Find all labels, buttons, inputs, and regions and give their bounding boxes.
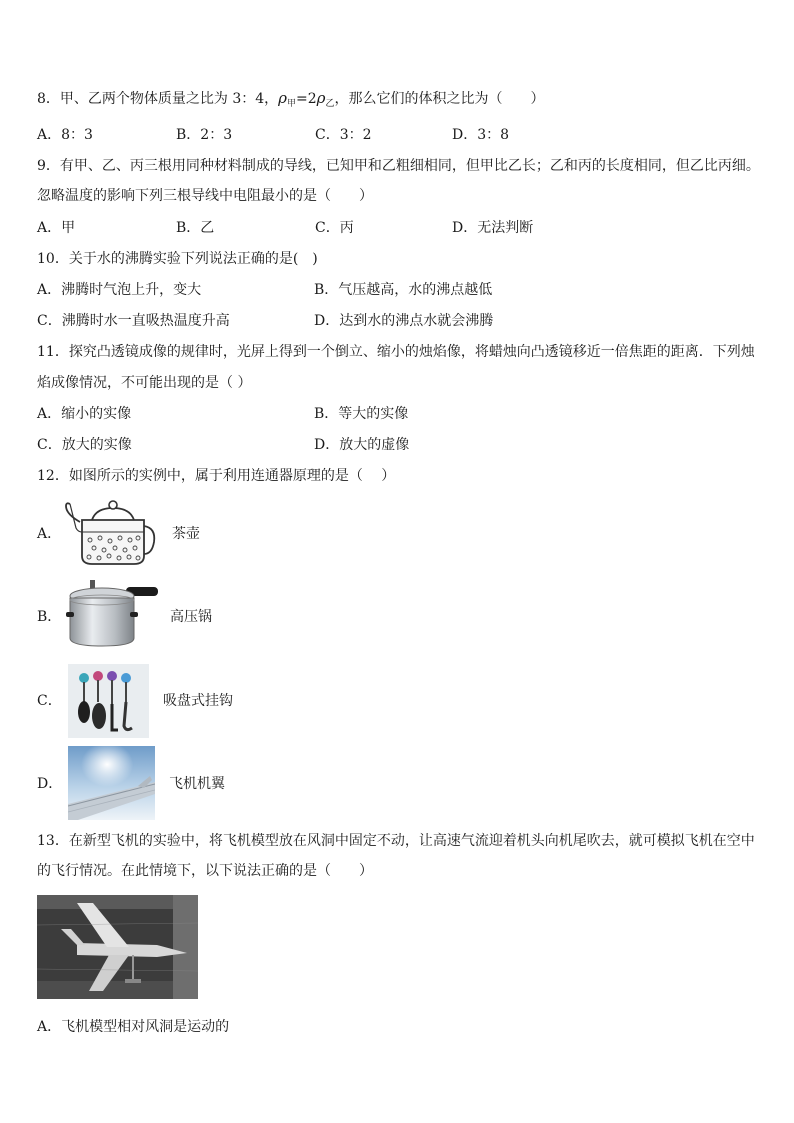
q8-option-a[interactable]: A．8：3 [37, 127, 93, 143]
q12-option-d-letter[interactable]: D． [37, 776, 63, 792]
q12-option-a-caption: 茶壶 [172, 526, 200, 542]
q12-option-c-letter[interactable]: C． [37, 693, 62, 709]
q10-option-d[interactable]: D．达到水的沸点水就会沸腾 [314, 313, 494, 329]
rho-symbol: ρ [316, 89, 326, 107]
q12-option-b-caption: 高压锅 [170, 609, 212, 625]
q11-option-b[interactable]: B．等大的实像 [314, 406, 409, 422]
q11-option-a[interactable]: A．缩小的实像 [37, 406, 132, 422]
q13-stem-line1: 13．在新型飞机的实验中，将飞机模型放在风洞中固定不动，让高速气流迎着机头向机尾吹去，就可模拟飞机在空中 [37, 833, 755, 849]
q11-option-c[interactable]: C．放大的实像 [37, 437, 132, 453]
q10-option-b[interactable]: B．气压越高，水的沸点越低 [314, 282, 493, 298]
q9-option-c[interactable]: C．丙 [315, 220, 354, 236]
q8-stem: 8．甲、乙两个物体质量之比为 3：4，$\rho_甲=2\rho_乙$，那么它们的体积之比为（ ） [37, 89, 545, 109]
q11-stem-line2: 焰成像情况，不可能出现的是（ ） [37, 375, 252, 391]
q12-option-b-letter[interactable]: B． [37, 609, 62, 625]
suction-hook-image [68, 664, 149, 738]
q8-option-d[interactable]: D．3：8 [452, 127, 510, 143]
q11-stem-line1: 11．探究凸透镜成像的规律时，光屏上得到一个倒立、缩小的烛焰像，将蜡烛向凸透镜移近一倍焦距的距离．下列烛 [37, 344, 755, 360]
q8-option-b[interactable]: B．2：3 [176, 127, 233, 143]
q9-option-a[interactable]: A．甲 [37, 220, 76, 236]
q10-option-a[interactable]: A．沸腾时气泡上升，变大 [37, 282, 202, 298]
q9-stem-line1: 9．有甲、乙、丙三根用同种材料制成的导线，已知甲和乙粗细相同，但甲比乙长；乙和丙的长度相同，但乙比丙细。 [37, 158, 760, 174]
q12-stem: 12．如图所示的实例中，属于利用连通器原理的是（ ） [37, 468, 396, 484]
q10-stem: 10．关于水的沸腾实验下列说法正确的是( ) [37, 251, 318, 267]
q10-option-c[interactable]: C．沸腾时水一直吸热温度升高 [37, 313, 230, 329]
rho-symbol: ρ [278, 89, 287, 107]
pressure-cooker-image [66, 578, 160, 648]
q9-option-d[interactable]: D．无法判断 [452, 220, 534, 236]
q8-option-c[interactable]: C．3：2 [315, 127, 372, 143]
q12-option-c-caption: 吸盘式挂钩 [163, 693, 233, 709]
q9-stem-line2: 忽略温度的影响下列三根导线中电阻最小的是（ ） [37, 188, 373, 204]
teapot-image [62, 498, 158, 568]
q9-option-b[interactable]: B．乙 [176, 220, 215, 236]
wind-tunnel-photo [37, 895, 198, 999]
q11-option-d[interactable]: D．放大的虚像 [314, 437, 410, 453]
q13-option-a[interactable]: A．飞机模型相对风洞是运动的 [37, 1019, 230, 1035]
q13-stem-line2: 的飞行情况。在此情境下，以下说法正确的是（ ） [37, 863, 373, 879]
q12-option-a-letter[interactable]: A． [37, 526, 62, 542]
q12-option-d-caption: 飞机机翼 [169, 776, 225, 792]
airplane-wing-image [68, 746, 155, 820]
